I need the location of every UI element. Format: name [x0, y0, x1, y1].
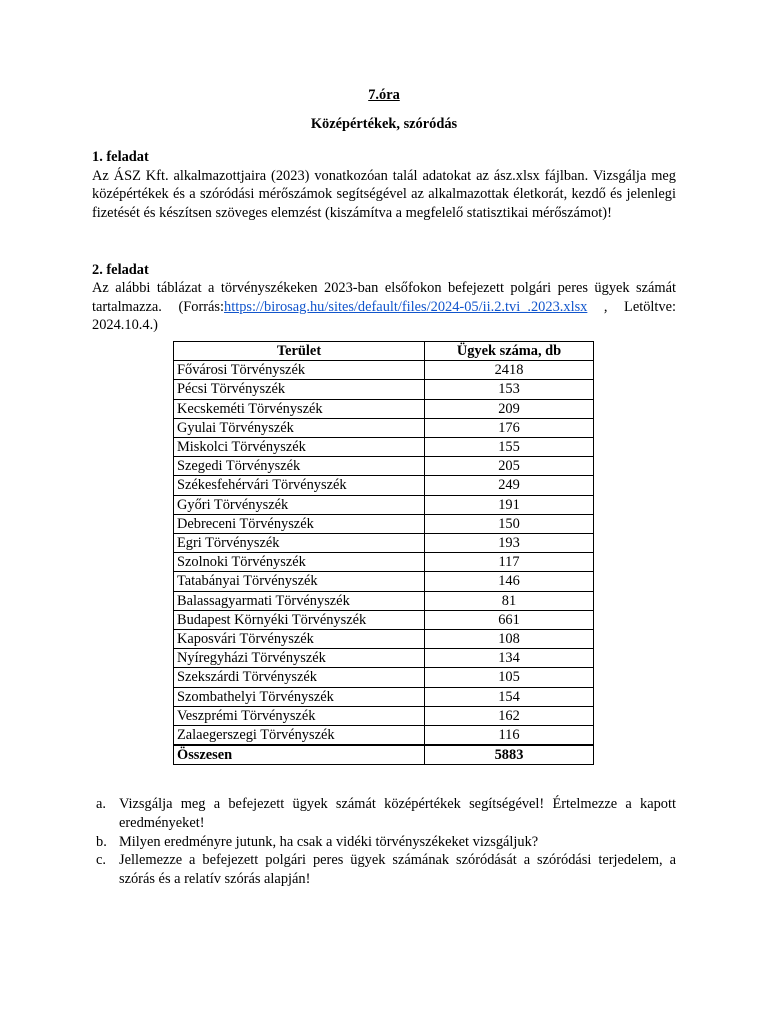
table-row — [174, 553, 594, 572]
court-name: Kecskeméti Törvényszék — [174, 399, 425, 418]
table-row — [174, 476, 594, 495]
task2-text — [92, 279, 676, 335]
question-item — [92, 851, 676, 888]
court-name: Gyulai Törvényszék — [174, 418, 425, 437]
question-marker: c. — [96, 852, 106, 869]
table-row — [174, 399, 594, 418]
case-count: 117 — [425, 553, 594, 572]
case-count: 153 — [425, 380, 594, 399]
case-count: 108 — [425, 629, 594, 648]
table-row — [174, 687, 594, 706]
table-total-row — [174, 745, 594, 765]
table-row — [174, 437, 594, 456]
table-row — [174, 629, 594, 648]
table-row — [174, 572, 594, 591]
question-marker: a. — [96, 796, 106, 813]
case-count: 134 — [425, 649, 594, 668]
table-row — [174, 514, 594, 533]
table-row — [174, 726, 594, 746]
case-count: 155 — [425, 437, 594, 456]
court-name: Nyíregyházi Törvényszék — [174, 649, 425, 668]
case-count: 176 — [425, 418, 594, 437]
question-text: Milyen eredményre jutunk, ha csak a vidéki törvényszékeket vizsgáljuk? — [119, 833, 539, 850]
table-row — [174, 668, 594, 687]
case-count: 191 — [425, 495, 594, 514]
question-text: Vizsgálja meg a befejezett ügyek számát középértékek segítségével! Értelmezze a kapott eredményeket! — [119, 796, 676, 831]
court-name: Szolnoki Törvényszék — [174, 553, 425, 572]
court-name: Székesfehérvári Törvényszék — [174, 476, 425, 495]
court-name: Szekszárdi Törvényszék — [174, 668, 425, 687]
case-count: 2418 — [425, 361, 594, 380]
court-name: Fővárosi Törvényszék — [174, 361, 425, 380]
case-count: 146 — [425, 572, 594, 591]
case-count: 209 — [425, 399, 594, 418]
table-row — [174, 610, 594, 629]
court-name: Balassagyarmati Törvényszék — [174, 591, 425, 610]
table-row — [174, 533, 594, 552]
lesson-number: 7.óra — [368, 87, 400, 103]
task1-heading: 1. feladat — [92, 149, 149, 166]
court-name: Egri Törvényszék — [174, 533, 425, 552]
table-row — [174, 591, 594, 610]
task1-text: Az ÁSZ Kft. alkalmazottjaira (2023) vonatkozóan talál adatokat az ász.xlsx fájlban. Vizsgálja meg középértékek és a szóródási mérőszámok segítségével az alkalmazottak életkorát, kezdő és jelenlegi fizetését és készítsen szöveges elemzést (kiszámítva a megfelelő statisztikai mérőszámot)! — [92, 167, 676, 221]
table-header-row — [174, 341, 594, 360]
question-item — [92, 833, 676, 852]
task2-text-before: Az alábbi táblázat a törvényszékeken 2023-ban elsőfokon befejezett polgári peres ügyek számát tartalmazza. (Forrás: — [92, 280, 676, 315]
court-name: Szegedi Törvényszék — [174, 457, 425, 476]
table-row — [174, 380, 594, 399]
case-count: 150 — [425, 514, 594, 533]
court-name: Pécsi Törvényszék — [174, 380, 425, 399]
case-count: 154 — [425, 687, 594, 706]
case-count: 81 — [425, 591, 594, 610]
case-count: 249 — [425, 476, 594, 495]
table-row — [174, 457, 594, 476]
lesson-title: Középértékek, szóródás — [310, 115, 458, 132]
court-name: Budapest Környéki Törvényszék — [174, 610, 425, 629]
cases-table — [173, 341, 594, 765]
court-name: Tatabányai Törvényszék — [174, 572, 425, 591]
total-label: Összesen — [174, 745, 425, 765]
court-name: Szombathelyi Törvényszék — [174, 687, 425, 706]
case-count: 105 — [425, 668, 594, 687]
table-row — [174, 418, 594, 437]
case-count: 661 — [425, 610, 594, 629]
question-marker: b. — [96, 833, 107, 850]
table-row — [174, 706, 594, 725]
case-count: 162 — [425, 706, 594, 725]
court-name: Győri Törvényszék — [174, 495, 425, 514]
court-name: Kaposvári Törvényszék — [174, 629, 425, 648]
court-name: Miskolci Törvényszék — [174, 437, 425, 456]
task2-heading: 2. feladat — [92, 261, 149, 278]
table-row — [174, 495, 594, 514]
table-row — [174, 649, 594, 668]
question-text: Jellemezze a befejezett polgári peres ügyek számának szóródását a szóródási terjedelem, a szórás és a relatív szórás alapján! — [119, 852, 676, 887]
question-item — [92, 795, 676, 832]
case-count: 193 — [425, 533, 594, 552]
case-count: 116 — [425, 726, 594, 746]
case-count: 205 — [425, 457, 594, 476]
court-name: Zalaegerszegi Törvényszék — [174, 726, 425, 746]
court-name: Veszprémi Törvényszék — [174, 706, 425, 725]
court-name: Debreceni Törvényszék — [174, 514, 425, 533]
source-link[interactable]: https://birosag.hu/sites/default/files/2024-05/ii.2.tvi_.2023.xlsx — [224, 298, 588, 315]
task2-text-after: , Letöltve: 2024.10.4.) — [92, 298, 676, 334]
header-area: Terület — [174, 341, 425, 360]
total-value: 5883 — [425, 745, 594, 765]
question-list — [92, 795, 676, 888]
table-row — [174, 361, 594, 380]
document-page — [92, 86, 676, 888]
header-cases: Ügyek száma, db — [425, 341, 594, 360]
